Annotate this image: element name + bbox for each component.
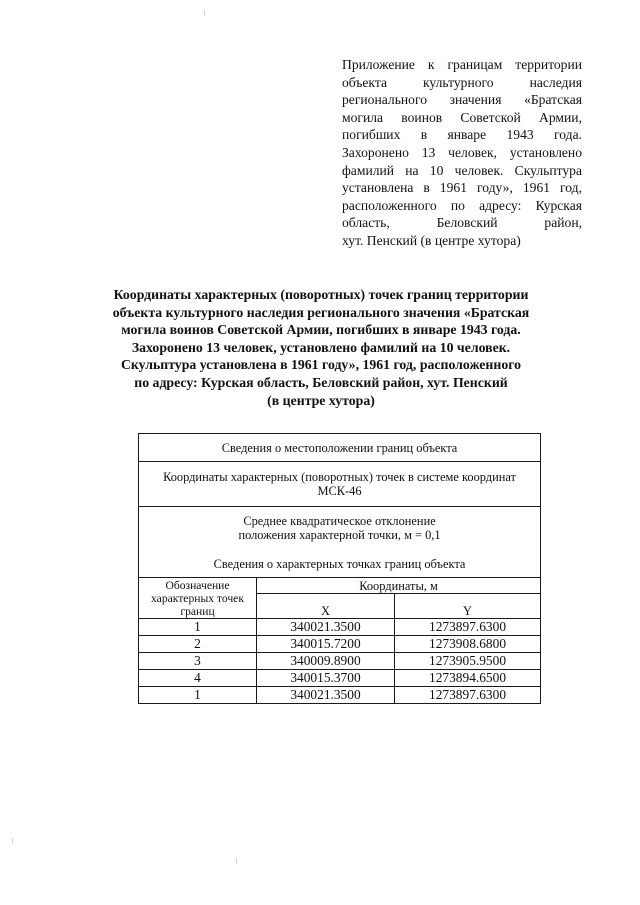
accuracy-cell (139, 507, 541, 578)
appendix-line: расположенного по адресу: Курская (342, 197, 582, 213)
coordinate-system-name: МСК-46 (317, 484, 362, 498)
table-row (139, 619, 541, 636)
point-x: 340009.8900 (257, 653, 395, 670)
table-row (139, 670, 541, 687)
designation-header: Обозначение характерных точек границ (139, 578, 257, 619)
point-y: 1273897.6300 (395, 619, 541, 636)
x-header: X (257, 594, 395, 619)
coordinate-system-cell (139, 462, 541, 507)
scan-speck (12, 838, 13, 844)
appendix-line: хут. Пенский (в центре хутора) (342, 232, 521, 248)
point-x: 340021.3500 (257, 687, 395, 704)
accuracy-value-line: положения характерной точки, м = 0,1 (238, 527, 441, 542)
table-row (139, 434, 541, 462)
y-header: Y (395, 594, 541, 619)
point-x: 340015.7200 (257, 636, 395, 653)
point-y: 1273905.9500 (395, 653, 541, 670)
table-row (139, 653, 541, 670)
accuracy-line: Среднее квадратическое отклонение (243, 513, 436, 528)
point-y: 1273908.6800 (395, 636, 541, 653)
table-row (139, 462, 541, 507)
heading-line: объекта культурного наследия регионального значения «Братская (112, 304, 530, 320)
heading-line: Скульптура установлена в 1961 году», 1961 год, расположенного (120, 357, 522, 373)
point-x: 340015.3700 (257, 670, 395, 687)
appendix-line: могила воинов Советской Армии, (342, 109, 582, 125)
table-row (139, 636, 541, 653)
points-info-line: Сведения о характерных точках границ объекта (213, 556, 466, 571)
table-row (139, 507, 541, 578)
table-header-row (139, 578, 541, 594)
location-info-cell: Сведения о местоположении границ объекта (139, 434, 541, 462)
point-id: 3 (139, 653, 257, 670)
heading-line: по адресу: Курская область, Беловский район, хут. Пенский (134, 374, 508, 390)
heading-line: Координаты характерных (поворотных) точек границ территории (113, 287, 529, 302)
scan-speck (204, 10, 205, 16)
coordinates-table (138, 433, 541, 704)
appendix-line: погибших в январе 1943 года. (342, 127, 582, 143)
point-y: 1273897.6300 (395, 687, 541, 704)
heading-line: Захоронено 13 человек, установлено фамилий на 10 человек. (131, 339, 511, 355)
coordinates-header: Координаты, м (257, 578, 541, 594)
document-heading (90, 286, 552, 409)
coordinate-system-line: Координаты характерных (поворотных) точек в системе координат (163, 470, 516, 484)
appendix-line: установлена в 1961 году», 1961 год, (342, 180, 582, 196)
appendix-line: фамилий на 10 человек. Скульптура (342, 162, 582, 178)
heading-line: (в центре хутора) (267, 392, 375, 408)
point-id: 2 (139, 636, 257, 653)
table-row (139, 687, 541, 704)
scan-speck (236, 858, 237, 864)
appendix-line: регионального значения «Братская (342, 92, 582, 108)
point-y: 1273894.6500 (395, 670, 541, 687)
point-id: 1 (139, 619, 257, 636)
appendix-line: Приложение к границам территории (342, 57, 582, 72)
spacer (141, 542, 538, 557)
appendix-line: область, Беловский район, (342, 215, 582, 231)
point-id: 4 (139, 670, 257, 687)
point-x: 340021.3500 (257, 619, 395, 636)
appendix-line: объекта культурного наследия (342, 74, 582, 90)
heading-line: могила воинов Советской Армии, погибших в январе 1943 года. (121, 322, 521, 338)
point-id: 1 (139, 687, 257, 704)
appendix-line: Захоронено 13 человек, установлено (342, 144, 582, 160)
appendix-note (342, 56, 582, 250)
